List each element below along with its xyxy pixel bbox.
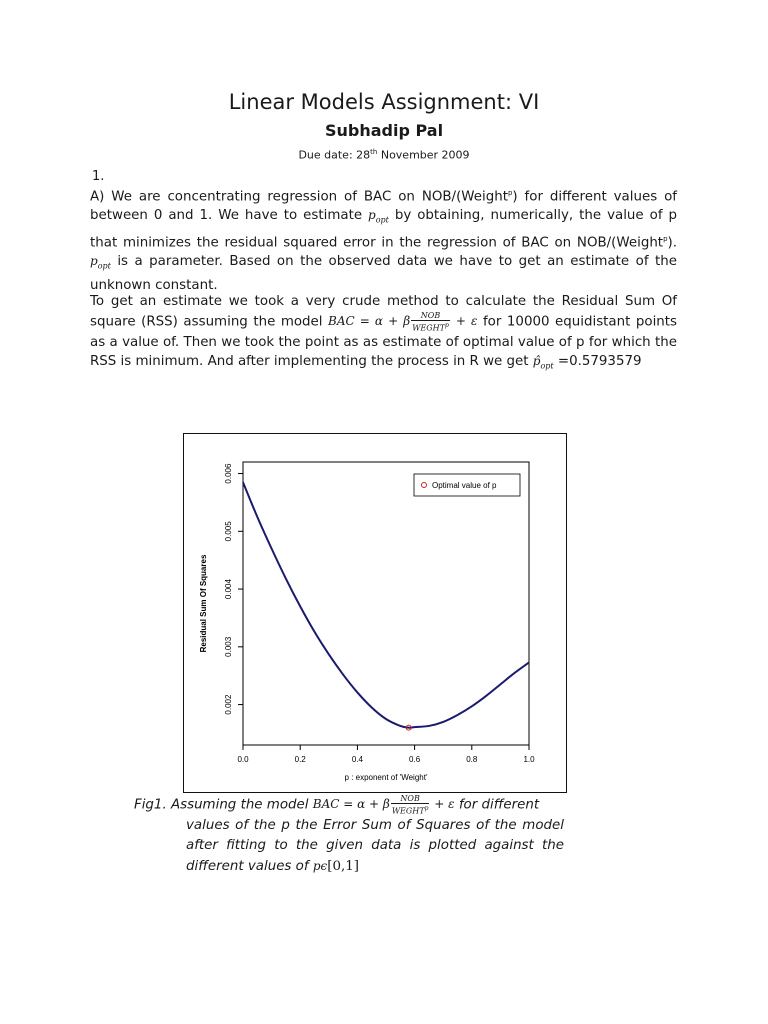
model-equation: BAC = α + β $\frac{\text{NOB}}{WEGHT^p}$ + ε <box>328 311 478 333</box>
rss-chart <box>184 434 566 792</box>
x-tick-label: 0.6 <box>409 755 421 764</box>
x-tick-label: 0.2 <box>294 755 306 764</box>
legend-label: Optimal value of p <box>432 481 497 490</box>
x-tick-label: 1.0 <box>523 755 535 764</box>
figure-caption <box>134 794 564 877</box>
para2-text-c: =0.5793579 <box>553 353 642 369</box>
due-date-rest: November 2009 <box>377 148 470 162</box>
paragraph-part-a <box>90 184 677 295</box>
para2-text-a: To get an estimate we took a very crude method to calculate the Residual Sum Of square (RSS) assuming the model <box>90 294 677 330</box>
due-date-suffix: th <box>370 148 378 156</box>
due-date <box>0 148 768 162</box>
x-tick-label: 0.0 <box>237 755 249 764</box>
caption-text-a: Fig1. Assuming the model <box>134 797 313 813</box>
rss-curve <box>243 482 529 728</box>
popt-symbol-2: $p_{opt}$ <box>90 254 111 271</box>
caption-continuation <box>134 816 564 877</box>
para1-text-d: ). <box>667 235 677 251</box>
plot-frame <box>243 462 529 745</box>
para1-sup-a: p <box>507 189 513 197</box>
caption-text-b: for different <box>454 797 540 813</box>
para2-text-b: for 10000 equidistant points as a value of. Then we took the point as as estimate of optimal value of p for which the RSS is minimum. And after implementing the process in R we get <box>90 314 678 369</box>
y-axis-label: Residual Sum Of Squares <box>199 554 208 653</box>
y-tick-label: 0.004 <box>224 579 233 600</box>
caption-text-c: values of the p the Error Sum of Squares of the model after fitting to the given data is plotted against the different values of <box>186 817 564 874</box>
y-tick-label: 0.003 <box>224 636 233 657</box>
para1-text-c: by obtaining, numerically, the value of p that minimizes the residual squared error in the regression of BAC on NOB/(Weight <box>90 208 677 251</box>
question-number: 1. <box>92 169 105 184</box>
rss-figure <box>183 433 567 793</box>
y-tick-label: 0.006 <box>224 463 233 484</box>
x-tick-label: 0.4 <box>351 755 363 764</box>
caption-range-var: pϵ <box>312 858 328 873</box>
para1-text-b: ) for different values of between 0 and 1. We have to estimate <box>90 189 677 224</box>
para1-text-e: is a parameter. Based on the observed data we have to get an estimate of the unknown constant. <box>90 254 677 293</box>
paragraph-method <box>90 292 677 375</box>
caption-range: [0,1] <box>327 858 359 874</box>
caption-model-equation: BAC = α + β $\frac{\text{NOB}}{WEGHT^p}$ + ε <box>312 794 455 816</box>
y-tick-label: 0.002 <box>224 694 233 715</box>
author-name: Subhadip Pal <box>324 121 444 140</box>
y-tick-label: 0.005 <box>224 521 233 542</box>
x-tick-label: 0.8 <box>466 755 478 764</box>
document-title: Linear Models Assignment: VI <box>228 90 540 114</box>
phat-opt-symbol: $p̂_{opt}$ <box>532 353 554 371</box>
popt-symbol: $p_{opt}$ <box>368 208 389 225</box>
para1-sup-c: p <box>663 234 668 243</box>
para1-text-a: A) We are concentrating regression of BAC on NOB/(Weight <box>90 189 508 205</box>
due-date-label: Due date: 28 <box>298 148 371 162</box>
x-axis-label: p : exponent of 'Weight' <box>344 773 428 782</box>
